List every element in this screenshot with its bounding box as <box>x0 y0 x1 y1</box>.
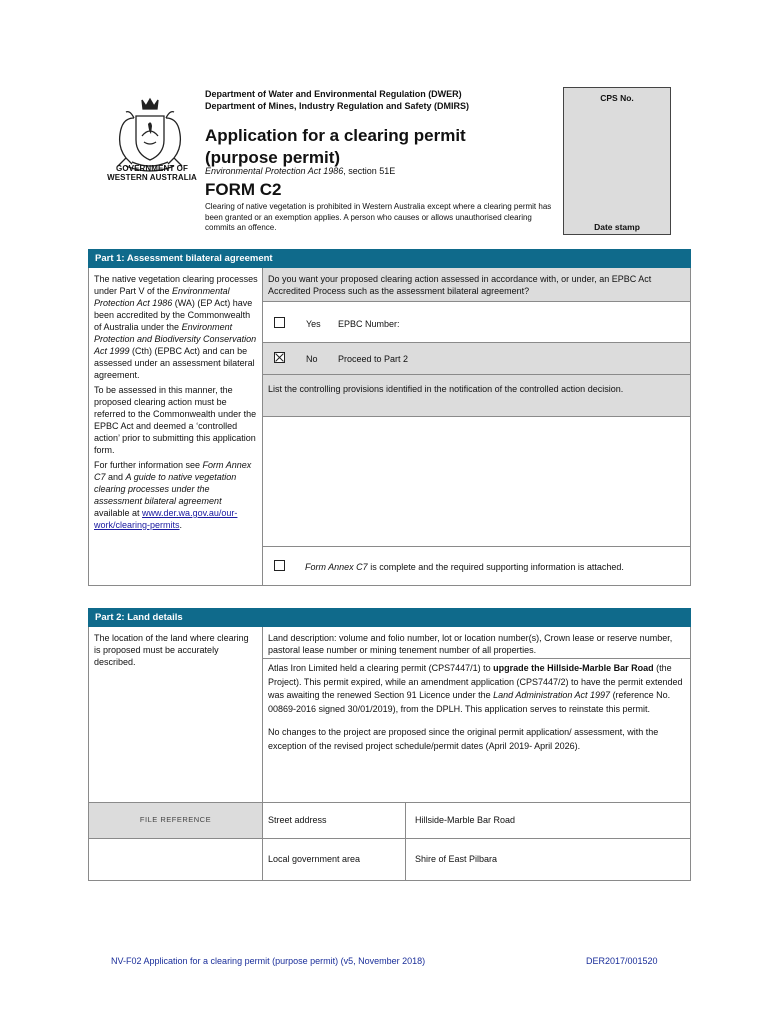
table-border <box>263 374 691 375</box>
yes-checkbox[interactable] <box>274 317 285 328</box>
epbc-question: Do you want your proposed clearing action assessed in accordance with, or under, an EPBC Act Accredited Process such as the assessment bilateral agreement? <box>268 274 652 296</box>
intro-text: Clearing of native vegetation is prohibited in Western Australia except where a clearing permit has been granted or an exemption applies. A person who causes or allows unauthorised clearing commits an offence. <box>205 202 552 232</box>
street-address-value[interactable]: Hillside-Marble Bar Road <box>415 815 516 825</box>
table-border <box>262 627 263 881</box>
footer-reference: DER2017/001520 <box>586 956 658 966</box>
table-border <box>88 838 691 839</box>
table-border <box>88 585 691 586</box>
lga-label: Local government area <box>268 854 361 864</box>
no-option-cell <box>263 342 691 374</box>
bilateral-info-text: The native vegetation clearing processes under Part V of the Environmental Protection Act 1986 (WA) (EP Act) have been accredited by the Commonwealth of Australia under the Environment Protection and Biodiversity Conservation Act 1999 (Cth) (EPBC Act) and can be assessed under an assessment bilateral agreement. To be assessed in this manner, the proposed clearing action must be referred to the Commonwealth under the EPBC Act and deemed a ‘controlled action’ prior to submitting this application form. For further information see Form Annex C7 and A guide to native vegetation clearing processes under the assessment bilateral agreement available at www.der.wa.gov.au/our-work/clearing-permits. <box>94 274 258 530</box>
table-border <box>88 880 691 881</box>
clearing-permits-link[interactable]: www.der.wa.gov.au/our-work/clearing-permits <box>94 508 238 530</box>
table-border <box>88 627 89 881</box>
government-label: GOVERNMENT OF WESTERN AUSTRALIA <box>107 164 197 182</box>
table-border <box>88 802 691 803</box>
department-line-2: Department of Mines, Industry Regulation and Safety (DMIRS) <box>205 101 470 111</box>
controlling-provisions-label: List the controlling provisions identified in the notification of the controlled action decision. <box>268 384 624 394</box>
land-location-info: The location of the land where clearing is proposed must be accurately described. <box>94 633 249 667</box>
no-checkbox[interactable] <box>274 352 285 363</box>
cps-stamp-box <box>563 87 671 235</box>
table-border <box>263 546 691 547</box>
annex-c7-label: Form Annex C7 is complete and the required supporting information is attached. <box>305 562 624 572</box>
act-reference: Environmental Protection Act 1986, section 51E <box>205 166 396 176</box>
footer-form-version: NV-F02 Application for a clearing permit (purpose permit) (v5, November 2018) <box>111 956 426 966</box>
table-border <box>405 802 406 881</box>
form-code: FORM C2 <box>205 180 282 199</box>
controlling-provisions-field[interactable] <box>264 418 689 544</box>
department-line-1: Department of Water and Environmental Regulation (DWER) <box>205 89 462 99</box>
date-stamp-label: Date stamp <box>594 222 640 232</box>
table-border <box>690 627 691 881</box>
annex-c7-checkbox[interactable] <box>274 560 285 571</box>
table-border <box>690 268 691 586</box>
file-reference-label: FILE REFERENCE <box>139 815 212 824</box>
table-border <box>263 342 691 343</box>
proceed-label: Proceed to Part 2 <box>338 354 409 364</box>
table-border <box>262 268 263 586</box>
street-address-label: Street address <box>268 815 327 825</box>
part1-heading: Part 1: Assessment bilateral agreement <box>88 249 691 268</box>
table-border <box>88 268 89 586</box>
page-title: Application for a clearing permit (purpose permit) <box>205 126 466 167</box>
no-label: No <box>306 354 318 364</box>
provisions-label-cell <box>263 374 691 416</box>
table-border <box>263 301 691 302</box>
table-border <box>263 416 691 417</box>
land-description-label: Land description: volume and folio number, lot or location number(s), Crown lease or reserve number, pastoral lease number or mining tenement number of all properties. <box>268 633 673 655</box>
cps-number-label: CPS No. <box>600 93 634 103</box>
table-border <box>263 658 691 659</box>
part2-heading: Part 2: Land details <box>88 608 691 627</box>
yes-label: Yes <box>306 319 321 329</box>
epbc-number-label: EPBC Number: <box>338 319 400 329</box>
lga-value[interactable]: Shire of East Pilbara <box>415 854 498 864</box>
land-description-value[interactable]: Atlas Iron Limited held a clearing permit (CPS7447/1) to upgrade the Hillside-Marble Bar Road (the Project). This permit expired, while an amendment application (CPS7447/2) to have the permit extended was awaiting the renewed Section 91 Licence under the Land Administration Act 1997 (reference No. 00869-2016 signed 30/01/2019), from the DPLH. This application serves to reinstate this permit. No changes to the project are proposed since the original permit application/ assessment, with the exception of the revised project schedule/permit dates (April 2019- April 2026). <box>268 663 683 751</box>
